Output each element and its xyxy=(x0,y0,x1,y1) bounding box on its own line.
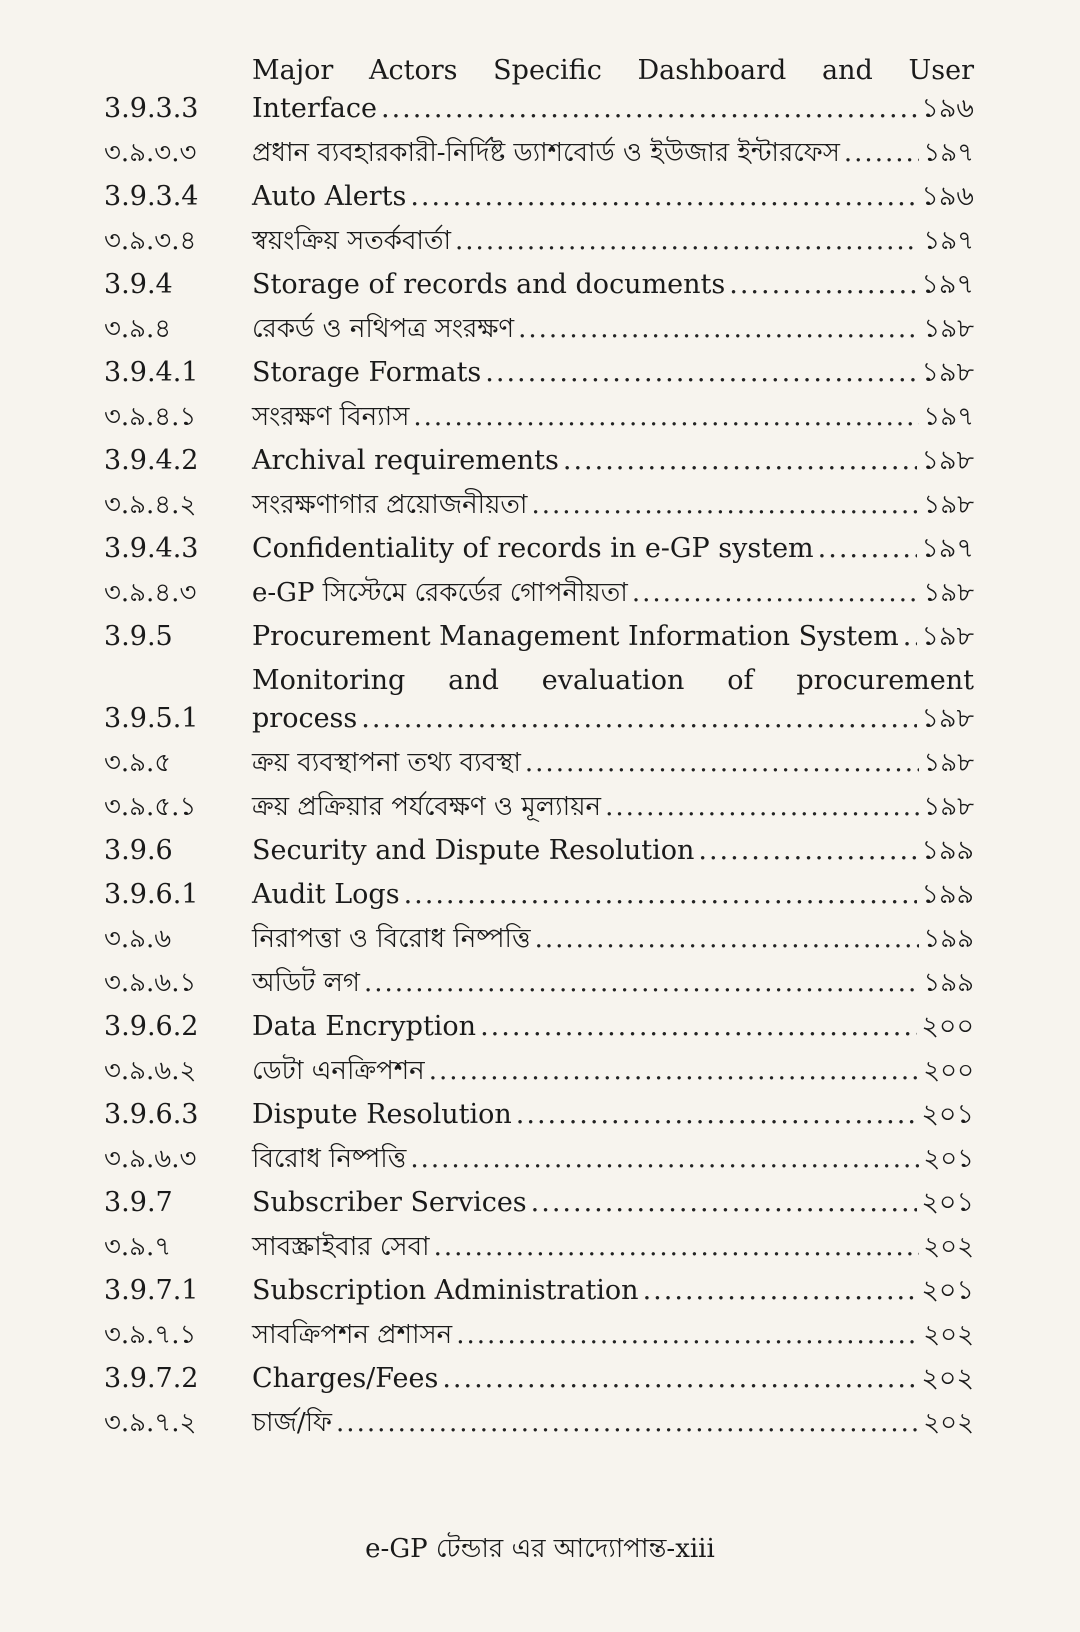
toc-entry-page: ১৯৬ xyxy=(921,181,974,212)
toc-entry-number: 3.9.5 xyxy=(104,621,173,652)
dot-leader xyxy=(410,178,917,216)
toc-entry-title: স্বয়ংক্রিয় সতর্কবার্তা xyxy=(252,226,452,256)
dot-leader xyxy=(434,1228,920,1266)
toc-entry-body xyxy=(252,1272,974,1310)
toc-entry xyxy=(104,530,974,568)
dot-leader xyxy=(818,530,918,568)
toc-entry-page: ১৯৮ xyxy=(923,314,974,344)
toc-entry xyxy=(104,222,974,260)
toc-entry-title: Dispute Resolution xyxy=(252,1099,512,1130)
toc-entry-body xyxy=(252,1008,974,1046)
toc-entry-title: প্রধান ব্যবহারকারী-নির্দিষ্ট ড্যাশবোর্ড ও ইউজার ইন্টারফেস xyxy=(252,138,840,168)
toc-entry xyxy=(104,1316,974,1354)
toc-entry-title-line2: Interface xyxy=(252,93,377,124)
dot-leader xyxy=(563,442,918,480)
toc-entry xyxy=(104,574,974,612)
toc-entry-body xyxy=(252,222,974,260)
toc-entry-number: ৩.৯.৪.২ xyxy=(104,490,197,520)
toc-entry-body xyxy=(252,530,974,568)
toc-entry xyxy=(104,1140,974,1178)
toc-entry-title: e-GP সিস্টেমে রেকর্ডের গোপনীয়তা xyxy=(252,578,628,608)
dot-leader xyxy=(525,744,919,782)
toc-entry-title: চার্জ/ফি xyxy=(252,1408,333,1438)
toc-entry-page: ১৯৭ xyxy=(921,269,974,300)
toc-entry-page: ২০১ xyxy=(921,1099,974,1130)
toc-entry-title: বিরোধ নিষ্পত্তি xyxy=(252,1144,407,1174)
toc-entry-title: ক্রয় প্রক্রিয়ার পর্যবেক্ষণ ও মূল্যায়ন xyxy=(252,792,602,822)
toc-entry-number: ৩.৯.৩.৪ xyxy=(104,226,197,256)
toc-entry-body xyxy=(252,662,974,738)
toc-entry-body xyxy=(252,486,974,524)
toc-entry-number: 3.9.7.1 xyxy=(104,1275,199,1306)
dot-leader xyxy=(535,920,920,958)
toc-entry xyxy=(104,134,974,172)
toc-entry-number: 3.9.3.4 xyxy=(104,181,199,212)
table-of-contents xyxy=(104,52,974,1448)
toc-entry-body xyxy=(252,1096,974,1134)
toc-entry-number: ৩.৯.৭ xyxy=(104,1232,172,1262)
toc-entry-number: ৩.৯.৩.৩ xyxy=(104,138,197,168)
toc-entry-title: ক্রয় ব্যবস্থাপনা তথ্য ব্যবস্থা xyxy=(252,748,521,778)
toc-entry-page: ১৯৯ xyxy=(921,879,974,910)
toc-entry-title-line1: Monitoring and evaluation of procurement xyxy=(252,665,974,696)
toc-entry-number: ৩.৯.৬.৩ xyxy=(104,1144,197,1174)
toc-entry-number: ৩.৯.৪.১ xyxy=(104,402,197,432)
toc-entry-title: Charges/Fees xyxy=(252,1363,439,1394)
toc-entry-body xyxy=(252,1140,974,1178)
toc-entry-page: ২০২ xyxy=(923,1232,974,1262)
dot-leader xyxy=(364,964,919,1002)
dot-leader xyxy=(456,1316,919,1354)
toc-entry-body xyxy=(252,398,974,436)
dot-leader xyxy=(480,1008,917,1046)
toc-entry-body xyxy=(252,310,974,348)
toc-entry xyxy=(104,398,974,436)
toc-entry-page: ২০০ xyxy=(923,1056,974,1086)
toc-entry-title: Storage Formats xyxy=(252,357,482,388)
dot-leader xyxy=(361,700,917,738)
toc-entry-body xyxy=(252,354,974,392)
toc-entry-page: ১৯৯ xyxy=(921,835,974,866)
toc-entry-title: Archival requirements xyxy=(252,445,559,476)
toc-entry-page: ১৯৭ xyxy=(923,138,974,168)
toc-entry xyxy=(104,1404,974,1442)
toc-entry-page: ১৯৮ xyxy=(923,578,974,608)
dot-leader xyxy=(485,354,917,392)
toc-entry xyxy=(104,486,974,524)
toc-entry-page: ১৯৯ xyxy=(923,924,974,954)
toc-entry-page: ১৯৭ xyxy=(923,402,974,432)
toc-entry-body xyxy=(252,574,974,612)
toc-entry xyxy=(104,618,974,656)
toc-entry xyxy=(104,1096,974,1134)
toc-entry-page: ১৯৮ xyxy=(923,490,974,520)
dot-leader xyxy=(429,1052,920,1090)
toc-entry-number: ৩.৯.৬.২ xyxy=(104,1056,197,1086)
toc-entry-title: Security and Dispute Resolution xyxy=(252,835,695,866)
toc-entry xyxy=(104,178,974,216)
dot-leader xyxy=(903,618,918,656)
dot-leader xyxy=(698,832,917,870)
toc-entry-body xyxy=(252,134,974,172)
toc-entry-body xyxy=(252,442,974,480)
toc-entry-number: 3.9.4 xyxy=(104,269,173,300)
toc-entry xyxy=(104,1052,974,1090)
toc-entry-number: 3.9.6 xyxy=(104,835,173,866)
toc-entry-body xyxy=(252,920,974,958)
toc-entry xyxy=(104,1008,974,1046)
toc-entry-number: 3.9.7.2 xyxy=(104,1363,199,1394)
toc-entry-number: ৩.৯.৭.১ xyxy=(104,1320,197,1350)
toc-entry-number: ৩.৯.৪.৩ xyxy=(104,578,197,608)
toc-entry-body xyxy=(252,1052,974,1090)
toc-entry-number: ৩.৯.৫.১ xyxy=(104,792,197,822)
toc-entry-body xyxy=(252,618,974,656)
toc-entry xyxy=(104,1184,974,1222)
dot-leader xyxy=(729,266,917,304)
toc-entry-body xyxy=(252,744,974,782)
toc-entry-title: Confidentiality of records in e-GP system xyxy=(252,533,814,564)
toc-entry-page: ২০২ xyxy=(923,1320,974,1350)
toc-entry xyxy=(104,310,974,348)
dot-leader xyxy=(518,310,919,348)
toc-entry-page: ১৯৮ xyxy=(921,621,974,652)
toc-entry-page: ১৯৮ xyxy=(921,703,974,734)
dot-leader xyxy=(643,1272,918,1310)
toc-entry-body xyxy=(252,1184,974,1222)
toc-entry-number: 3.9.3.3 xyxy=(104,93,199,124)
toc-entry-number: ৩.৯.৫ xyxy=(104,748,172,778)
toc-entry xyxy=(104,52,974,128)
toc-entry-number: ৩.৯.৬.১ xyxy=(104,968,197,998)
toc-entry-body xyxy=(252,832,974,870)
toc-entry-body xyxy=(252,1360,974,1398)
toc-entry-number: 3.9.4.2 xyxy=(104,445,199,476)
toc-entry xyxy=(104,1360,974,1398)
dot-leader xyxy=(632,574,920,612)
toc-entry-number: 3.9.7 xyxy=(104,1187,173,1218)
dot-leader xyxy=(336,1404,919,1442)
dot-leader xyxy=(413,398,919,436)
toc-entry-page: ১৯৭ xyxy=(921,533,974,564)
toc-entry-body xyxy=(252,964,974,1002)
toc-entry-number: ৩.৯.৪ xyxy=(104,314,172,344)
toc-entry-number: 3.9.4.1 xyxy=(104,357,199,388)
toc-entry xyxy=(104,1228,974,1266)
toc-entry-title: রেকর্ড ও নথিপত্র সংরক্ষণ xyxy=(252,314,515,344)
toc-entry-title: সাবস্ক্রাইবার সেবা xyxy=(252,1232,430,1262)
toc-entry-page: ২০১ xyxy=(921,1187,974,1218)
toc-entry-title: Procurement Management Information System xyxy=(252,621,899,652)
toc-entry-number: ৩.৯.৭.২ xyxy=(104,1408,197,1438)
toc-entry-page: ১৯৬ xyxy=(921,93,974,124)
toc-entry-title: সাবক্রিপশন প্রশাসন xyxy=(252,1320,453,1350)
toc-entry xyxy=(104,920,974,958)
toc-entry-title: সংরক্ষণ বিন্যাস xyxy=(252,402,410,432)
dot-leader xyxy=(531,1184,918,1222)
toc-entry xyxy=(104,354,974,392)
toc-entry-page: ১৯৯ xyxy=(923,968,974,998)
toc-entry-number: ৩.৯.৬ xyxy=(104,924,172,954)
toc-entry xyxy=(104,442,974,480)
toc-entry-page: ১৯৮ xyxy=(921,445,974,476)
dot-leader xyxy=(455,222,919,260)
toc-entry-title-line1: Major Actors Specific Dashboard and User xyxy=(252,55,974,86)
toc-entry-number: 3.9.6.3 xyxy=(104,1099,199,1130)
page-footer: e-GP টেন্ডার এর আদ্যোপান্ত-xiii xyxy=(365,1534,715,1564)
toc-entry-title: Data Encryption xyxy=(252,1011,477,1042)
toc-entry-title: ডেটা এনক্রিপশন xyxy=(252,1056,425,1086)
toc-entry-page: ২০২ xyxy=(923,1408,974,1438)
toc-entry xyxy=(104,662,974,738)
toc-entry-number: 3.9.5.1 xyxy=(104,703,199,734)
toc-entry-page: ২০০ xyxy=(921,1011,974,1042)
toc-entry-body xyxy=(252,876,974,914)
toc-entry-number: 3.9.4.3 xyxy=(104,533,199,564)
toc-entry-title: Auto Alerts xyxy=(252,181,407,212)
dot-leader xyxy=(404,876,918,914)
toc-entry xyxy=(104,266,974,304)
toc-entry xyxy=(104,744,974,782)
toc-entry-title: Subscriber Services xyxy=(252,1187,527,1218)
toc-entry-page: ১৯৭ xyxy=(923,226,974,256)
toc-entry-body xyxy=(252,178,974,216)
toc-entry-title: সংরক্ষণাগার প্রয়োজনীয়তা xyxy=(252,490,528,520)
toc-entry-page: ২০১ xyxy=(921,1275,974,1306)
toc-entry-title: Storage of records and documents xyxy=(252,269,726,300)
dot-leader xyxy=(442,1360,917,1398)
toc-entry-page: ২০১ xyxy=(923,1144,974,1174)
toc-entry-body xyxy=(252,1228,974,1266)
dot-leader xyxy=(410,1140,919,1178)
toc-entry-body xyxy=(252,52,974,128)
toc-entry-number: 3.9.6.1 xyxy=(104,879,199,910)
toc-entry-title-line2: process xyxy=(252,703,358,734)
toc-entry-body xyxy=(252,788,974,826)
toc-entry xyxy=(104,832,974,870)
toc-entry-title: Subscription Administration xyxy=(252,1275,639,1306)
toc-entry-page: ১৯৮ xyxy=(921,357,974,388)
toc-entry xyxy=(104,876,974,914)
toc-entry-page: ১৯৮ xyxy=(923,792,974,822)
dot-leader xyxy=(531,486,919,524)
toc-entry-body xyxy=(252,1404,974,1442)
dot-leader xyxy=(381,90,917,128)
toc-entry xyxy=(104,964,974,1002)
toc-entry-page: ২০২ xyxy=(921,1363,974,1394)
toc-entry-title: Audit Logs xyxy=(252,879,400,910)
toc-entry xyxy=(104,788,974,826)
dot-leader xyxy=(605,788,919,826)
toc-entry-title: নিরাপত্তা ও বিরোধ নিষ্পত্তি xyxy=(252,924,531,954)
toc-entry-body xyxy=(252,1316,974,1354)
dot-leader xyxy=(844,134,919,172)
toc-entry xyxy=(104,1272,974,1310)
toc-entry-title: অডিট লগ xyxy=(252,968,360,998)
toc-entry-body xyxy=(252,266,974,304)
toc-entry-page: ১৯৮ xyxy=(923,748,974,778)
dot-leader xyxy=(516,1096,918,1134)
toc-entry-number: 3.9.6.2 xyxy=(104,1011,199,1042)
